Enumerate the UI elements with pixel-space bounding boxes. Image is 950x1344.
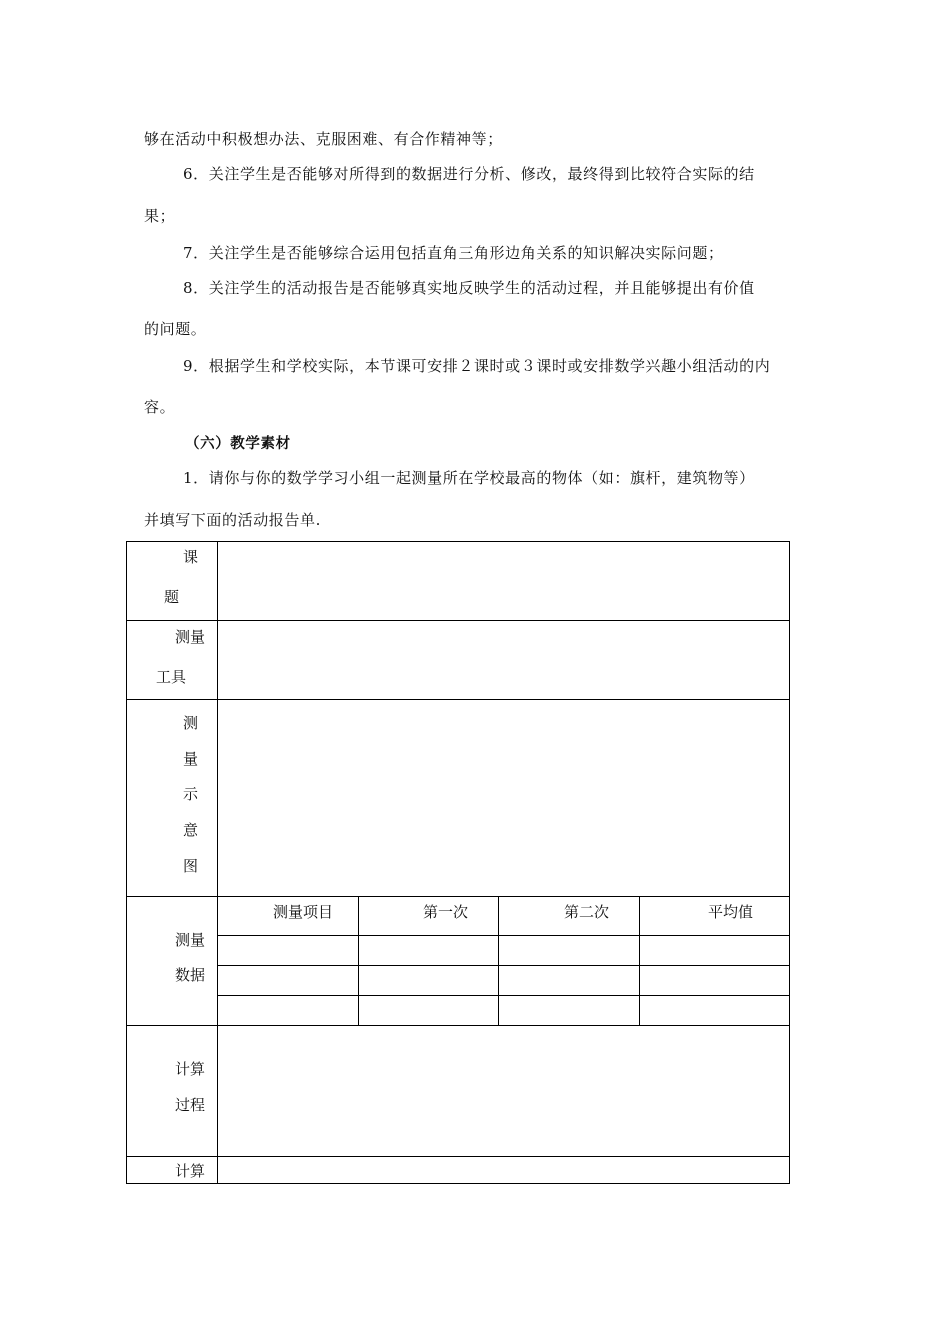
result-label: 计算 <box>175 1162 206 1180</box>
column-header-item: 测量项目 <box>273 903 334 921</box>
process-cell[interactable] <box>219 1027 788 1155</box>
data-col-divider <box>358 896 359 1025</box>
row-divider <box>126 620 790 621</box>
data-row-divider <box>217 935 790 936</box>
diagram-cell[interactable] <box>219 701 788 895</box>
column-header-first: 第一次 <box>423 903 469 921</box>
topic-label-1: 课 <box>183 548 199 566</box>
data-col-divider <box>498 896 499 1025</box>
item-1-line-2: 并填写下面的活动报告单. <box>144 511 321 529</box>
tools-label-1: 测量 <box>175 628 206 646</box>
row-divider <box>126 699 790 700</box>
data-label-1: 测量 <box>175 931 206 949</box>
row-divider <box>126 1025 790 1026</box>
item-8-line-1: 8．关注学生的活动报告是否能够真实地反映学生的活动过程，并且能够提出有价值 <box>183 279 755 297</box>
tools-label-2: 工具 <box>156 668 187 686</box>
item-9-line-1: 9．根据学生和学校实际，本节课可安排２课时或３课时或安排数学兴趣小组活动的内 <box>183 357 771 375</box>
data-col-divider <box>639 896 640 1025</box>
label-column-divider <box>217 541 218 1184</box>
topic-label-2: 题 <box>164 588 180 606</box>
diagram-label-char: 意 <box>183 821 199 839</box>
row-divider <box>126 896 790 897</box>
result-cell[interactable] <box>219 1158 788 1182</box>
item-7: 7．关注学生是否能够综合运用包括直角三角形边角关系的知识解决实际问题； <box>183 244 724 262</box>
column-header-average: 平均值 <box>708 903 754 921</box>
diagram-label-char: 测 <box>183 714 199 732</box>
process-label-1: 计算 <box>175 1060 206 1078</box>
section-heading: （六）教学素材 <box>185 436 291 452</box>
diagram-label-char: 示 <box>183 785 199 803</box>
data-row-divider <box>217 995 790 996</box>
diagram-label-char: 量 <box>183 750 199 768</box>
topic-cell[interactable] <box>219 543 788 619</box>
data-row-divider <box>217 965 790 966</box>
data-label-2: 数据 <box>175 966 206 984</box>
process-label-2: 过程 <box>175 1096 206 1114</box>
item-6-line-2: 果； <box>144 207 176 225</box>
item-6-line-1: 6．关注学生是否能够对所得到的数据进行分析、修改，最终得到比较符合实际的结 <box>183 165 755 183</box>
tools-cell[interactable] <box>219 622 788 698</box>
item-8-line-2: 的问题。 <box>144 320 207 338</box>
item-1-line-1: 1．请你与你的数学学习小组一起测量所在学校最高的物体（如：旗杆，建筑物等） <box>183 469 755 487</box>
paragraph-continuation: 够在活动中积极想办法、克服困难、有合作精神等； <box>144 130 503 148</box>
row-divider <box>126 1156 790 1157</box>
item-9-line-2: 容。 <box>144 398 176 416</box>
column-header-second: 第二次 <box>564 903 610 921</box>
diagram-label-char: 图 <box>183 857 199 875</box>
